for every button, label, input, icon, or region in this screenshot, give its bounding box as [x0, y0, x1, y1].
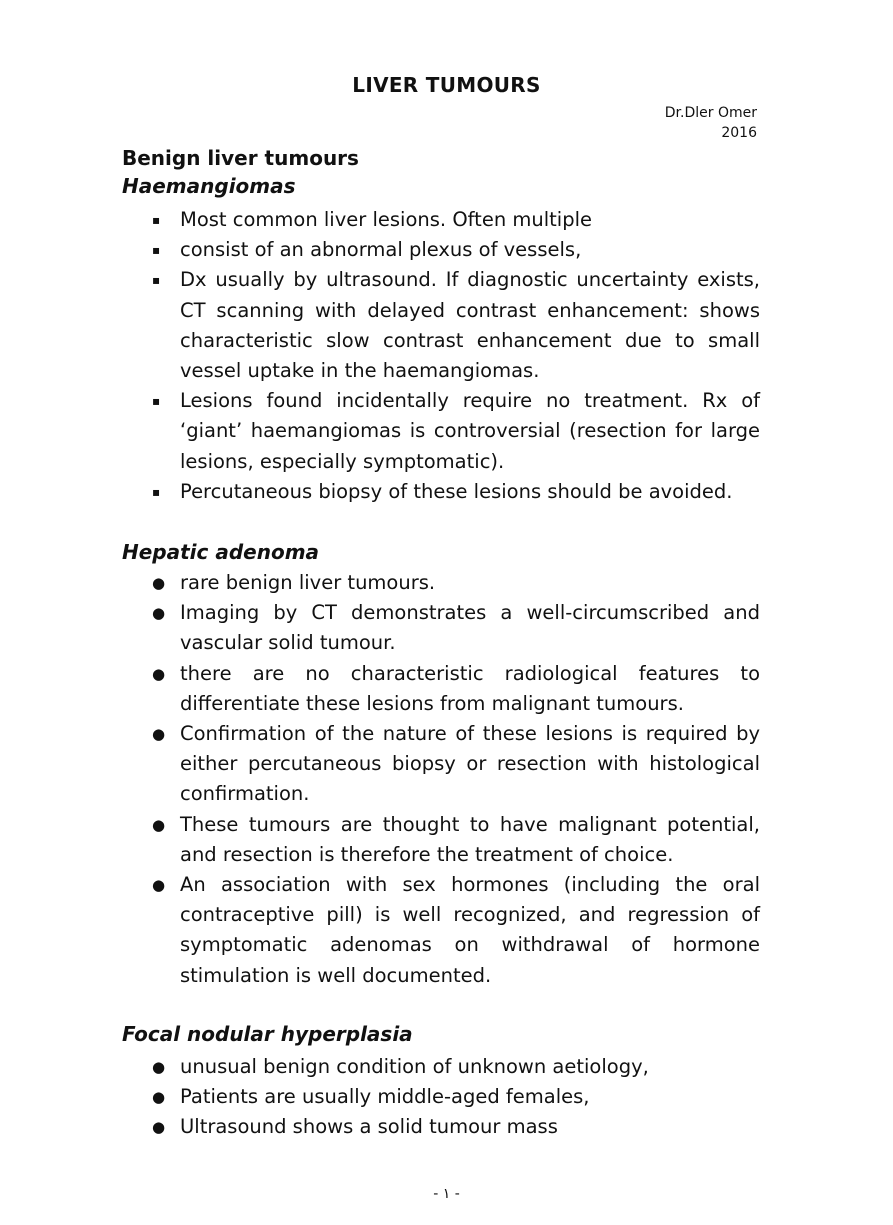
- round-bullet-icon: ●: [152, 1118, 166, 1137]
- round-bullet-icon: ●: [152, 815, 166, 834]
- list-item: ● Patients are usually middle-aged females,: [150, 1082, 760, 1112]
- round-bullet-icon: ●: [152, 725, 166, 744]
- benign-heading: Benign liver tumours: [122, 146, 359, 170]
- list-item: ● unusual benign condition of unknown aetiology,: [150, 1052, 760, 1082]
- list-item: ● Confirmation of the nature of these lesions is required by either percutaneous biopsy or resection with histological confirmation.: [150, 719, 760, 810]
- square-bullet-icon: ▪: [152, 273, 161, 288]
- hepatic-adenoma-list: [150, 568, 760, 991]
- square-bullet-icon: ▪: [152, 243, 161, 258]
- list-item: ▪ Dx usually by ultrasound. If diagnostic uncertainty exists, CT scanning with delayed contrast enhancement: shows characteristic slow contrast enhancement due to small vessel uptake in the haemangiomas.: [150, 265, 760, 386]
- fnh-heading: Focal nodular hyperplasia: [122, 1022, 413, 1046]
- list-item: ● there are no characteristic radiological features to differentiate these lesions from malignant tumours.: [150, 659, 760, 719]
- round-bullet-icon: ●: [152, 1088, 166, 1107]
- list-item: ● Imaging by CT demonstrates a well-circumscribed and vascular solid tumour.: [150, 598, 760, 658]
- haemangiomas-list: [150, 205, 760, 507]
- hepatic-adenoma-heading: Hepatic adenoma: [122, 540, 320, 564]
- list-item: ● rare benign liver tumours.: [150, 568, 760, 598]
- square-bullet-icon: ▪: [152, 213, 161, 227]
- round-bullet-icon: ●: [152, 876, 166, 895]
- fnh-list: [150, 1052, 760, 1143]
- list-item: ▪ consist of an abnormal plexus of vessels,: [150, 235, 760, 265]
- list-item: ▪ Percutaneous biopsy of these lesions should be avoided.: [150, 477, 760, 507]
- list-item: ● These tumours are thought to have malignant potential, and resection is therefore the treatment of choice.: [150, 810, 760, 870]
- list-item: ● Ultrasound shows a solid tumour mass: [150, 1112, 760, 1142]
- round-bullet-icon: ●: [152, 664, 166, 683]
- list-item: ▪ Lesions found incidentally require no treatment. Rx of ‘giant’ haemangiomas is controversial (resection for large lesions, especially symptomatic).: [150, 386, 760, 477]
- author-year: 2016: [721, 125, 757, 141]
- round-bullet-icon: ●: [152, 574, 166, 592]
- round-bullet-icon: ●: [152, 1058, 166, 1076]
- author-block: [665, 103, 757, 143]
- author-name: Dr.Dler Omer: [664, 105, 757, 121]
- list-item: ▪ Most common liver lesions. Often multiple: [150, 205, 760, 235]
- haemangiomas-heading: Haemangiomas: [122, 174, 296, 198]
- list-item: ● An association with sex hormones (including the oral contraceptive pill) is well recognized, and regression of symptomatic adenomas on withdrawal of hormone stimulation is well documented.: [150, 870, 760, 991]
- page-title: LIVER TUMOURS: [352, 73, 541, 97]
- square-bullet-icon: ▪: [152, 394, 161, 409]
- square-bullet-icon: ▪: [152, 484, 161, 499]
- round-bullet-icon: ●: [152, 604, 166, 623]
- page-number: - ١ -: [433, 1186, 460, 1202]
